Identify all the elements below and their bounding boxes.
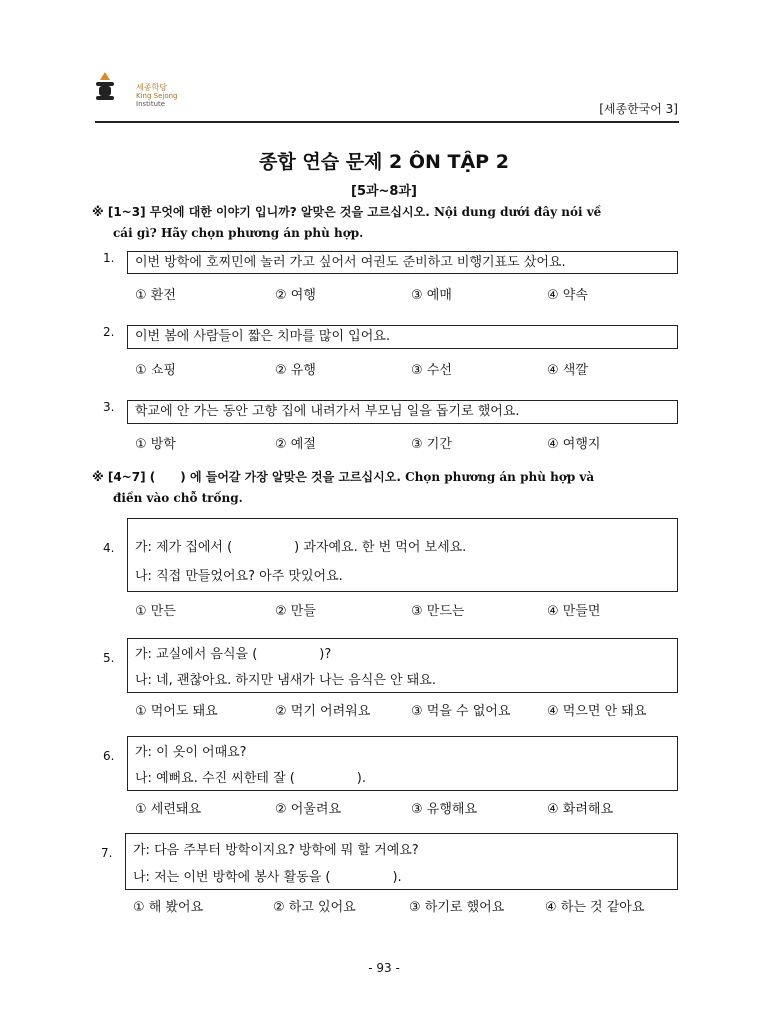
question-4-line-1: 가: 제가 집에서 ( ) 과자예요. 한 번 먹어 보세요.: [135, 540, 467, 555]
logo-text: [136, 84, 178, 108]
section2-instruction: [92, 467, 682, 509]
logo-name-en-1: King Sejong: [136, 92, 178, 100]
question-5-option-1[interactable]: ① 먹어도 돼요: [135, 704, 218, 719]
question-4-box: [127, 518, 678, 592]
book-label: [세종한국어 3]: [599, 102, 678, 116]
question-6-line-1: 가: 이 옷이 어때요?: [135, 745, 247, 760]
question-4-option-1[interactable]: ① 만든: [135, 604, 176, 619]
question-5-option-4[interactable]: ④ 먹으면 안 돼요: [547, 704, 647, 719]
question-5-line-2: 나: 네, 괜찮아요. 하지만 냄새가 나는 음식은 안 돼요.: [135, 673, 436, 688]
section1-kr: ※ [1~3] 무엇에 대한 이야기 입니까? 알맞은 것을 고르십시오.: [92, 205, 430, 219]
question-4-number: 4.: [103, 541, 115, 555]
section2-kr: ※ [4~7] ( ) 에 들어갈 가장 알맞은 것을 고르십시오.: [92, 470, 401, 484]
question-3-option-4[interactable]: ④ 여행지: [547, 437, 601, 452]
question-7-line-1: 가: 다음 주부터 방학이지요? 방학에 뭐 할 거예요?: [133, 843, 419, 858]
question-1-box: [127, 251, 678, 274]
question-1-line-1: 이번 방학에 호찌민에 놀러 가고 싶어서 여권도 준비하고 비행기표도 샀어요.: [135, 255, 566, 270]
question-4-option-2[interactable]: ② 만들: [275, 604, 316, 619]
question-4-line-2: 나: 직접 만들었어요? 아주 맛있어요.: [135, 569, 343, 584]
question-3-option-3[interactable]: ③ 기간: [411, 437, 452, 452]
question-1-option-4[interactable]: ④ 약속: [547, 288, 588, 303]
question-2-option-3[interactable]: ③ 수선: [411, 363, 452, 378]
question-7-option-4[interactable]: ④ 하는 것 같아요: [545, 900, 645, 915]
header-divider: [95, 121, 679, 123]
question-1-option-2[interactable]: ② 여행: [275, 288, 316, 303]
question-3-box: [127, 400, 678, 424]
question-2-option-1[interactable]: ① 쇼핑: [135, 363, 176, 378]
question-5-option-3[interactable]: ③ 먹을 수 없어요: [411, 704, 511, 719]
question-5-option-2[interactable]: ② 먹기 어려워요: [275, 704, 371, 719]
logo-name-kr: 세종학당: [136, 83, 167, 92]
question-3-option-2[interactable]: ② 예절: [275, 437, 316, 452]
page-subtitle: [5과~8과]: [351, 184, 417, 199]
section1-vi-2: cái gì? Hãy chọn phương án phù hợp.: [113, 226, 364, 240]
question-2-box: [127, 325, 678, 349]
question-7-number: 7.: [101, 846, 113, 860]
question-4-option-3[interactable]: ③ 만드는: [411, 604, 465, 619]
question-7-option-3[interactable]: ③ 하기로 했어요: [409, 900, 505, 915]
question-7-option-2[interactable]: ② 하고 있어요: [273, 900, 356, 915]
question-5-number: 5.: [103, 651, 115, 665]
question-2-option-4[interactable]: ④ 색깔: [547, 363, 588, 378]
section2-vi-1: Chọn phương án phù hợp và: [405, 470, 595, 484]
question-2-number: 2.: [103, 325, 115, 339]
question-1-number: 1.: [103, 251, 115, 265]
question-5-line-1: 가: 교실에서 음식을 ( )?: [135, 647, 332, 662]
question-2-line-1: 이번 봄에 사람들이 짧은 치마를 많이 입어요.: [135, 329, 390, 344]
question-6-option-2[interactable]: ② 어울려요: [275, 802, 342, 817]
section2-vi-2: điền vào chỗ trống.: [113, 491, 243, 505]
question-5-box: [127, 638, 678, 693]
section1-instruction: [92, 202, 682, 244]
question-4-option-4[interactable]: ④ 만들면: [547, 604, 601, 619]
question-3-line-1: 학교에 안 가는 동안 고향 집에 내려가서 부모님 일을 돕기로 했어요.: [135, 404, 520, 419]
question-7-line-2: 나: 저는 이번 방학에 봉사 활동을 ( ).: [133, 870, 402, 885]
logo-name-en-2: Institute: [136, 100, 166, 108]
question-6-box: [127, 736, 678, 791]
question-7-box: [125, 833, 678, 890]
question-6-number: 6.: [103, 749, 115, 763]
section1-vi-1: Nội dung dưới đây nói về: [433, 205, 602, 219]
question-1-option-1[interactable]: ① 환전: [135, 288, 176, 303]
question-6-option-3[interactable]: ③ 유행해요: [411, 802, 478, 817]
question-6-option-4[interactable]: ④ 화려해요: [547, 802, 614, 817]
question-7-option-1[interactable]: ① 해 봤어요: [133, 900, 204, 915]
page-number: - 93 -: [368, 961, 400, 975]
question-1-option-3[interactable]: ③ 예매: [411, 288, 452, 303]
question-3-option-1[interactable]: ① 방학: [135, 437, 176, 452]
question-6-line-2: 나: 예뻐요. 수진 씨한테 잘 ( ).: [135, 771, 367, 786]
question-6-option-1[interactable]: ① 세련돼요: [135, 802, 202, 817]
question-3-number: 3.: [103, 400, 115, 414]
question-2-option-2[interactable]: ② 유행: [275, 363, 316, 378]
page-title: 종합 연습 문제 2 ÔN TẬP 2: [259, 151, 509, 173]
